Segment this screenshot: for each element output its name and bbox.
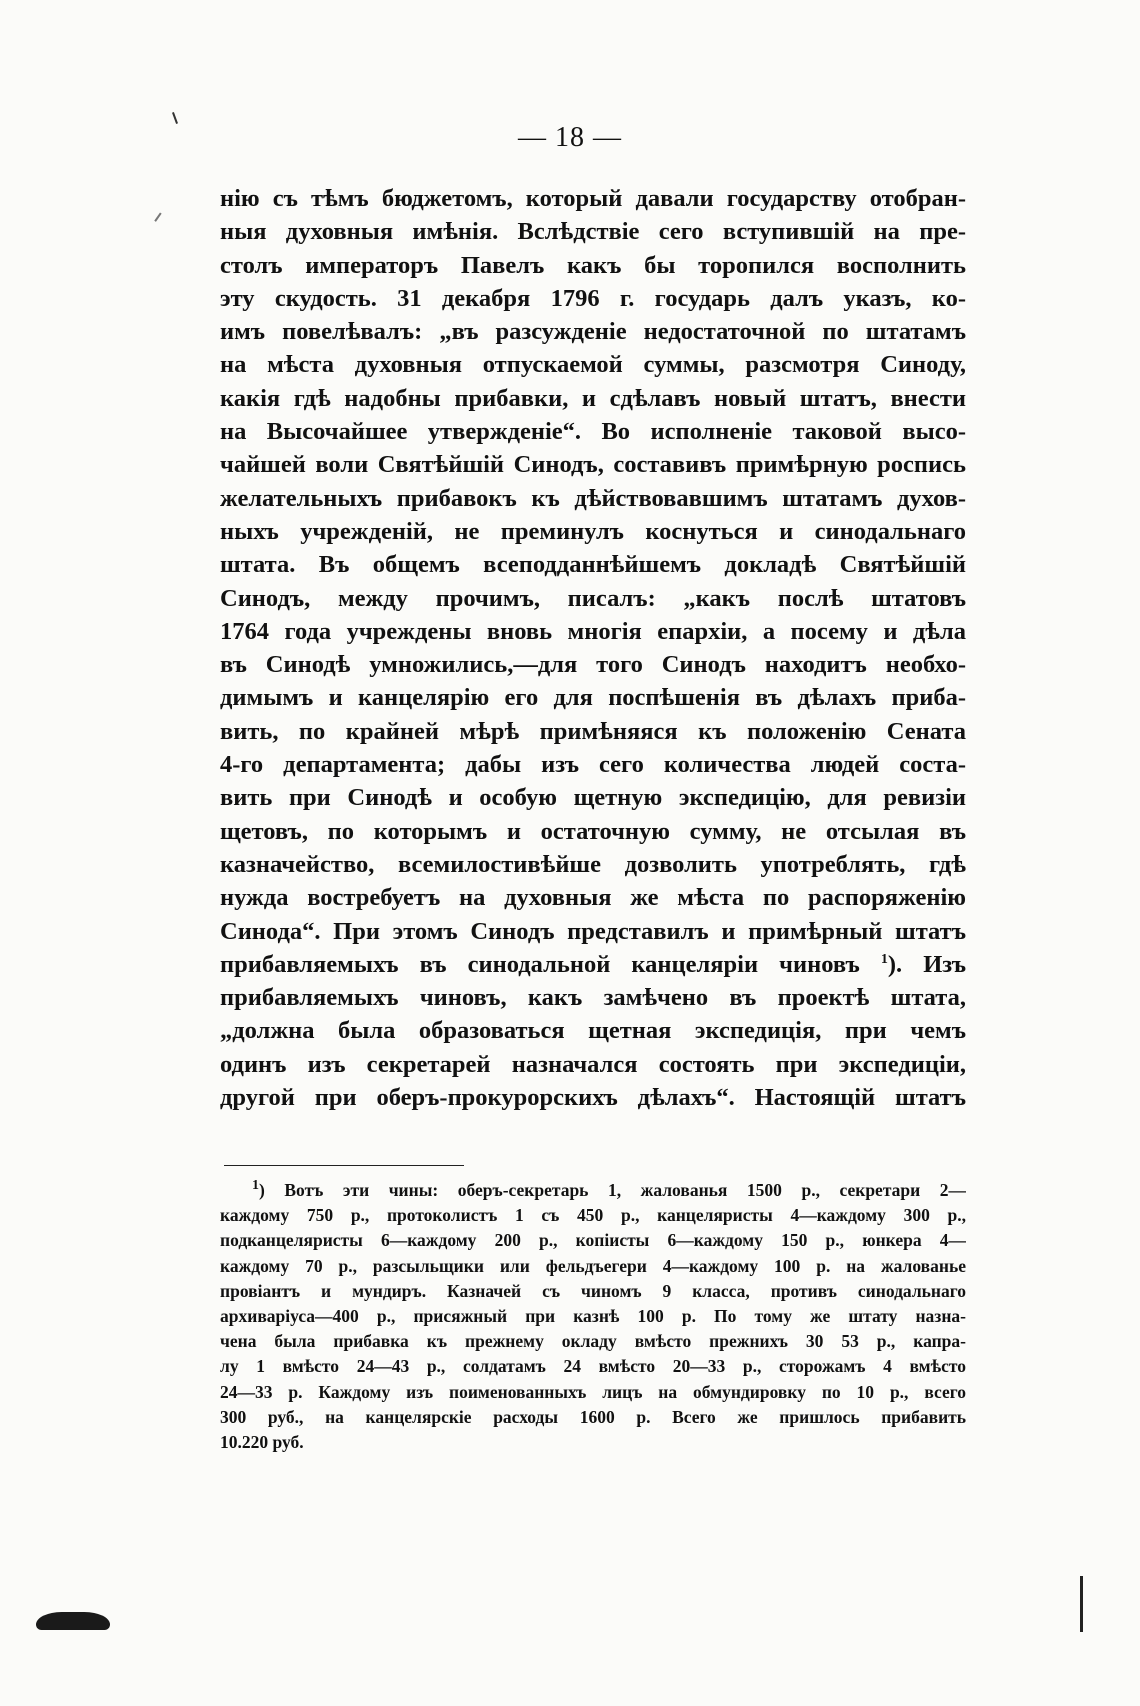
text-line: нужда востребуетъ на духовныя же мѣста по распоряженію [220, 884, 966, 912]
text-line: Синодъ, между прочимъ, писалъ: „какъ послѣ штатовъ [220, 584, 966, 612]
text-line: штата. Въ общемъ всеподданнѣйшемъ докладѣ Святѣйшій [220, 551, 966, 579]
footnote-line: лу 1 вмѣсто 24—43 р., солдатамъ 24 вмѣсто 20—33 р., сторожамъ 4 вмѣсто [220, 1356, 966, 1377]
text-line: казначейство, всемилостивѣйше дозволить употреблять, гдѣ [220, 850, 966, 878]
footnote-marker: 1 [252, 1178, 259, 1194]
footnote-line: подканцеляристы 6—каждому 200 р., копіисты 6—каждому 150 р., юнкера 4— [220, 1230, 966, 1251]
text-line: вить, по крайней мѣрѣ примѣняяся къ положенію Сената [220, 717, 966, 745]
text-line: чайшей воли Святѣйшій Синодъ, составивъ примѣрную роспись [220, 451, 966, 479]
ink-blot [36, 1612, 110, 1630]
text-line: въ Синодѣ умножились,—для того Синодъ находитъ необхо- [220, 651, 966, 679]
body-text [220, 182, 966, 1114]
footnote-reference[interactable]: 1 [880, 951, 888, 967]
text-line: вить при Синодѣ и особую щетную экспедицію, для ревизіи [220, 784, 966, 812]
text-line: ныя духовныя имѣнія. Вслѣдствіе сего вступившій на пре- [220, 218, 966, 246]
footnote-line: 10.220 руб. [220, 1431, 304, 1452]
text-line: 4-го департамента; дабы изъ сего количества людей соста- [220, 751, 966, 779]
footnote-divider [224, 1165, 464, 1166]
text-line: щетовъ, по которымъ и остаточную сумму, не отсылая въ [220, 817, 966, 845]
text-line: одинъ изъ секретарей назначался состоять при экспедиціи, [220, 1050, 966, 1078]
text-line: на мѣста духовныя отпускаемой суммы, разсмотря Синоду, [220, 351, 966, 379]
text-line: желательныхъ прибавокъ къ дѣйствовавшимъ штатамъ духов- [220, 484, 966, 512]
text-line: эту скудость. 31 декабря 1796 г. государь далъ указъ, ко- [220, 284, 966, 312]
text-line-with-footnote-ref [220, 948, 966, 981]
text-line: другой при оберъ-прокурорскихъ дѣлахъ“. Настоящій штатъ [220, 1084, 966, 1112]
footnote-block [220, 1178, 966, 1455]
footnote-line-text: ) Вотъ эти чины: оберъ-секретарь 1, жалованья 1500 р., секретари 2— [259, 1180, 966, 1200]
text-line: Синода“. При этомъ Синодъ представилъ и примѣрный штатъ [220, 917, 966, 945]
margin-mark [154, 212, 161, 221]
text-line: столъ императоръ Павелъ какъ бы торопился восполнить [220, 251, 966, 279]
footnote-line: каждому 750 р., протоколистъ 1 съ 450 р., канцеляристы 4—каждому 300 р., [220, 1205, 966, 1226]
page-number: — 18 — [518, 122, 622, 153]
footnote-line: каждому 70 р., разсыльщики или фельдъегери 4—каждому 100 р. на жалованье [220, 1255, 966, 1276]
footnote-line: провіантъ и мундиръ. Казначей съ чиномъ 9 класса, противъ синодальнаго [220, 1280, 966, 1301]
text-line: какія гдѣ надобны прибавки, и сдѣлавъ новый штатъ, внести [220, 384, 966, 412]
footnote-line: 24—33 р. Каждому изъ поименованныхъ лицъ на обмундировку по 10 р., всего [220, 1381, 966, 1402]
footnote-line: архиваріуса—400 р., присяжный при казнѣ 100 р. По тому же штату назна- [220, 1305, 966, 1326]
text-line-fragment: прибавляемыхъ въ синодальной канцеляріи чиновъ [220, 950, 860, 978]
footnote-line: 300 руб., на канцелярскіе расходы 1600 р. Всего же пришлось прибавить [220, 1406, 966, 1427]
text-line: ныхъ учрежденій, не преминулъ коснуться и синодальнаго [220, 517, 966, 545]
text-line: димымъ и канцелярію его для поспѣшенія въ дѣлахъ приба- [220, 684, 966, 712]
text-line-fragment: ). Изъ [887, 950, 966, 978]
text-line: нію съ тѣмъ бюджетомъ, который давали государству отобран- [220, 185, 966, 212]
text-line: 1764 года учреждены вновь многія епархіи, а посему и дѣла [220, 617, 966, 645]
text-line: имъ повелѣвалъ: „въ разсужденіе недостаточной по штатамъ [220, 318, 966, 346]
text-line: на Высочайшее утвержденіе“. Во исполненіе таковой высо- [220, 418, 966, 446]
text-line: „должна была образоваться щетная экспедиція, при чемъ [220, 1017, 966, 1045]
footnote-line: чена была прибавка къ прежнему окладу вмѣсто прежнихъ 30 53 р., капра- [220, 1331, 966, 1352]
text-line: прибавляемыхъ чиновъ, какъ замѣчено въ проектѣ штата, [220, 984, 966, 1012]
page-edge-mark [1080, 1576, 1083, 1632]
footnote-line [220, 1178, 966, 1203]
